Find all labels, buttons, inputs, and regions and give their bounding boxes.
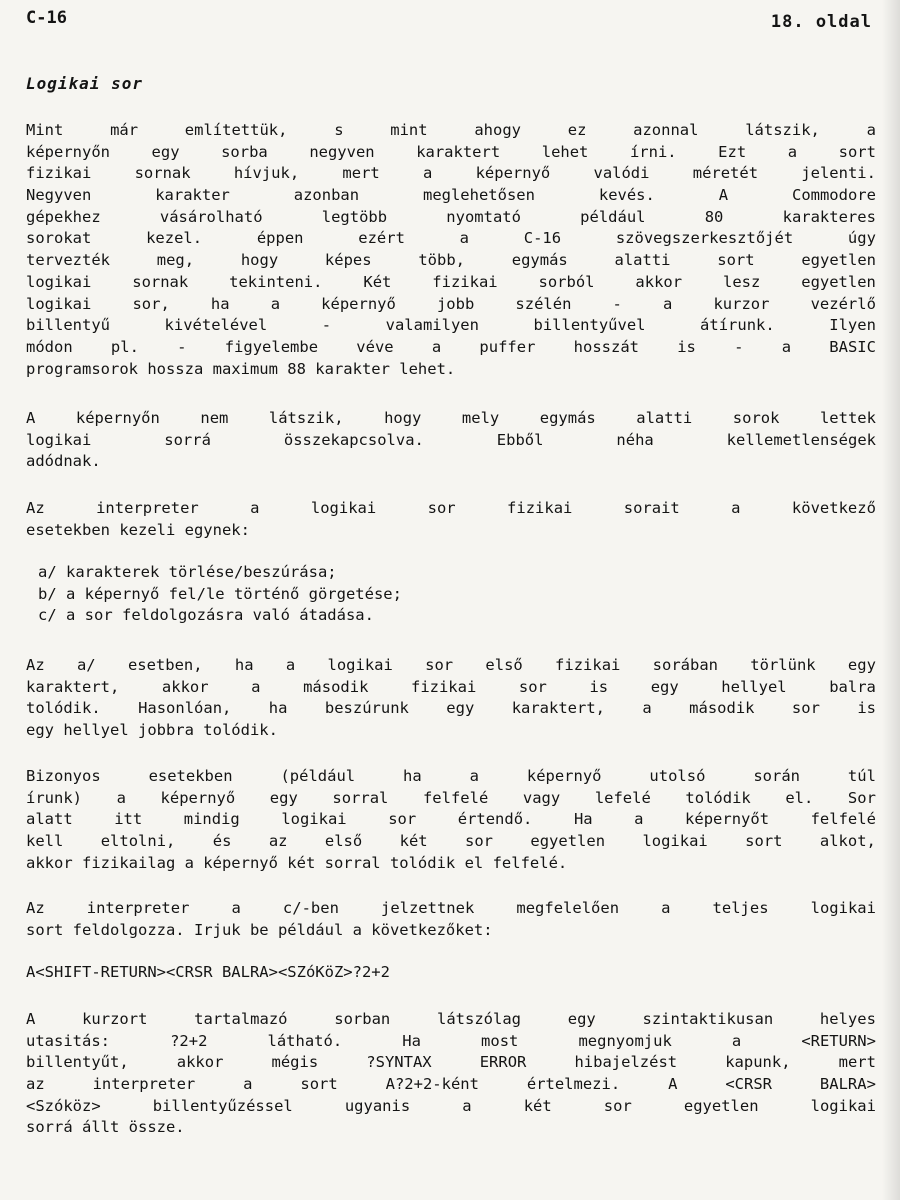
paragraph-4-line-3: tolódik. Hasonlóan, ha beszúrunk egy karaktert, a második sor is xyxy=(26,699,876,718)
page-edge-shadow xyxy=(882,0,900,1200)
paragraph-3-line-2: esetekben kezeli egynek: xyxy=(26,520,250,539)
paragraph-6-line-2: sort feldolgozza. Irjuk be például a következőket: xyxy=(26,920,493,939)
page-header-left: C-16 xyxy=(26,8,67,28)
paragraph-1-line-3: fizikai sornak hívjuk, mert a képernyő valódi méretét jelenti. xyxy=(26,164,876,183)
page-header-right: 18. oldal xyxy=(770,12,872,32)
paragraph-7-line-5: <Szóköz> billentyűzéssel ugyanis a két sor egyetlen logikai xyxy=(26,1096,876,1115)
paragraph-5-line-2: írunk) a képernyő egy sorral felfelé vagy lefelé tolódik el. Sor xyxy=(26,788,876,807)
paragraph-4-line-1: Az a/ esetben, ha a logikai sor első fizikai sorában törlünk egy xyxy=(26,656,876,674)
paragraph-4-line-4: egy hellyel jobbra tolódik. xyxy=(26,721,278,740)
paragraph-7-line-3: billentyűt, akkor mégis ?SYNTAX ERROR hibajelzést kapunk, mert xyxy=(26,1053,876,1072)
paragraph-7 xyxy=(26,1009,876,1139)
list-item: b/ a képernyő fel/le történő görgetése; xyxy=(38,584,402,603)
paragraph-1-line-4: Negyven karakter azonban meglehetősen kevés. A Commodore xyxy=(26,186,876,205)
paragraph-5-line-1: Bizonyos esetekben (például ha a képernyő utolsó során túl xyxy=(26,767,876,785)
paragraph-1 xyxy=(26,120,876,380)
paragraph-6 xyxy=(26,898,876,941)
paragraph-1-line-1: Mint már említettük, s mint ahogy ez azonnal látszik, a xyxy=(26,121,876,139)
paragraph-2-line-1: A képernyőn nem látszik, hogy mely egymás alatti sorok lettek xyxy=(26,409,876,427)
paragraph-2 xyxy=(26,408,876,473)
paragraph-1-line-7: tervezték meg, hogy képes több, egymás alatti sort egyetlen xyxy=(26,251,876,270)
paragraph-5 xyxy=(26,766,876,874)
paragraph-1-line-8: logikai sornak tekinteni. Két fizikai sorból akkor lesz egyetlen xyxy=(26,272,876,291)
paragraph-7-line-1: A kurzort tartalmazó sorban látszólag egy szintaktikusan helyes xyxy=(26,1010,876,1028)
paragraph-6-line-1: Az interpreter a c/-ben jelzettnek megfelelően a teljes logikai xyxy=(26,899,876,917)
paragraph-2-line-2: logikai sorrá összekapcsolva. Ebből néha kellemetlenségek xyxy=(26,430,876,449)
paragraph-4-line-2: karaktert, akkor a második fizikai sor is egy hellyel balra xyxy=(26,677,876,696)
paragraph-7-line-4: az interpreter a sort A?2+2-ként értelmezi. A <CRSR BALRA> xyxy=(26,1075,876,1094)
paragraph-1-line-2: képernyőn egy sorba negyven karaktert lehet írni. Ezt a sort xyxy=(26,142,876,161)
paragraph-3-line-1: Az interpreter a logikai sor fizikai sorait a következő xyxy=(26,499,876,517)
paragraph-1-line-6: sorokat kezel. éppen ezért a C-16 szövegszerkesztőjét úgy xyxy=(26,229,876,248)
paragraph-1-line-11: módon pl. - figyelembe véve a puffer hosszát is - a BASIC xyxy=(26,337,876,356)
code-line: A<SHIFT-RETURN><CRSR BALRA><SZóKöZ>?2+2 xyxy=(26,963,390,981)
paragraph-3 xyxy=(26,498,876,541)
case-list xyxy=(38,562,858,627)
paragraph-4 xyxy=(26,655,876,742)
key-sequence-example xyxy=(26,962,876,984)
section-title: Logikai sor xyxy=(26,74,143,93)
paragraph-5-line-3: alatt itt mindig logikai sor értendő. Ha a képernyőt felfelé xyxy=(26,810,876,829)
paragraph-1-line-12: programsorok hossza maximum 88 karakter lehet. xyxy=(26,359,456,378)
paragraph-5-line-4: kell eltolni, és az első két sor egyetlen logikai sort alkot, xyxy=(26,832,876,851)
list-item: c/ a sor feldolgozásra való átadása. xyxy=(38,606,374,625)
paragraph-5-line-5: akkor fizikailag a képernyő két sorral tolódik el felfelé. xyxy=(26,853,568,872)
paragraph-1-line-10: billentyű kivételével - valamilyen billentyűvel átírunk. Ilyen xyxy=(26,316,876,335)
paragraph-1-line-9: logikai sor, ha a képernyő jobb szélén - a kurzor vezérlő xyxy=(26,294,876,313)
paragraph-7-line-6: sorrá állt össze. xyxy=(26,1118,185,1137)
paragraph-1-line-5: gépekhez vásárolható legtöbb nyomtató például 80 karakteres xyxy=(26,207,876,226)
paragraph-7-line-2: utasitás: ?2+2 látható. Ha most megnyomjuk a <RETURN> xyxy=(26,1031,876,1050)
list-item: a/ karakterek törlése/beszúrása; xyxy=(38,563,337,581)
paragraph-2-line-3: adódnak. xyxy=(26,452,101,471)
